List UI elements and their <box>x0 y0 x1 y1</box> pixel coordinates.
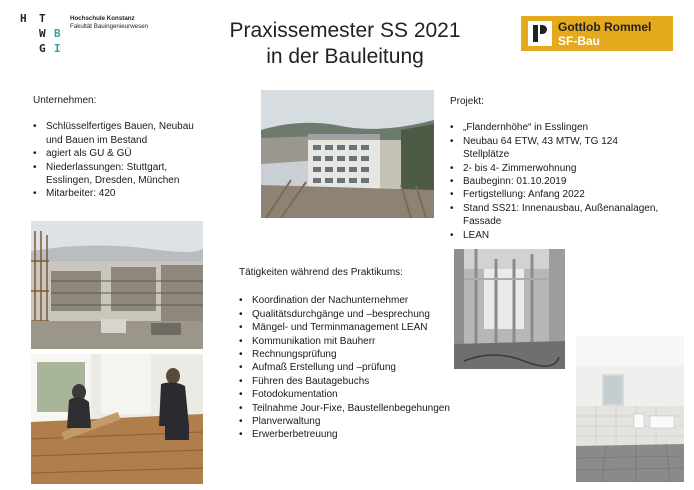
list-item: • Planverwaltung <box>239 415 479 428</box>
list-item: • Baubeginn: 01.10.2019 <box>450 175 660 188</box>
title-line-2: in der Bauleitung <box>266 45 424 68</box>
institution-name: Hochschule Konstanz <box>70 15 135 22</box>
htwg-logo <box>20 12 66 58</box>
logo-letter-t: T <box>39 12 46 25</box>
htwg-wordmark <box>70 15 148 30</box>
tasks-section <box>239 266 479 442</box>
list-item: • agiert als GU & GÜ <box>33 147 203 160</box>
faculty-name: Fakultät Bauingenieurwesen <box>70 22 149 30</box>
company-list <box>33 120 203 200</box>
company-logo-name: Gottlob Rommel <box>558 20 652 34</box>
list-item: • 2- bis 4- Zimmerwohnung <box>450 162 660 175</box>
flooring-photo <box>31 354 203 484</box>
list-item: • Führen des Bautagebuchs <box>239 375 479 388</box>
logo-letter-h: H <box>20 12 27 25</box>
list-item: • Neubau 64 ETW, 43 MTW, TG 124 Stellplätze <box>450 135 660 162</box>
logo-letter-g: G <box>39 42 46 55</box>
company-logo-sub: SF-Bau <box>558 34 600 48</box>
construction-site-photo <box>31 221 203 349</box>
list-item: • Aufmaß Erstellung und –prüfung <box>239 361 479 374</box>
list-item: • Stand SS21: Innenausbau, Außenanalagen, Fassade <box>450 202 660 229</box>
project-list <box>450 121 660 242</box>
list-item: • Niederlassungen: Stuttgart, Esslingen, Dresden, München <box>33 161 203 188</box>
tasks-list <box>239 294 479 441</box>
logo-letter-i: I <box>54 42 61 55</box>
list-item: • Mitarbeiter: 420 <box>33 187 203 200</box>
company-heading: Unternehmen: <box>33 95 97 106</box>
list-item: • LEAN <box>450 229 660 242</box>
list-item: • Kommunikation mit Bauherr <box>239 335 479 348</box>
list-item: • Fertigstellung: Anfang 2022 <box>450 188 660 201</box>
list-item: • Qualitätsdurchgänge und –besprechung <box>239 308 479 321</box>
project-section <box>450 95 660 242</box>
project-heading: Projekt: <box>450 96 484 107</box>
company-logo <box>521 16 673 51</box>
title-line-1: Praxissemester SS 2021 <box>229 19 461 42</box>
building-photo <box>261 90 434 218</box>
interior-framing-photo <box>454 249 565 369</box>
list-item: • Schlüsselfertiges Bauen, Neubau und Bauen im Bestand <box>33 120 203 147</box>
page-title <box>200 18 490 70</box>
list-item: • Fotodokumentation <box>239 388 479 401</box>
logo-letter-b: B <box>54 27 61 40</box>
logo-letter-w: W <box>39 27 46 40</box>
list-item: • Rechnungsprüfung <box>239 348 479 361</box>
tasks-heading: Tätigkeiten während des Praktikums: <box>239 267 403 278</box>
company-section <box>33 94 203 201</box>
company-logo-mark-icon <box>528 21 552 46</box>
list-item: • „Flandernhöhe“ in Esslingen <box>450 121 660 134</box>
bathroom-photo <box>576 336 684 482</box>
list-item: • Teilnahme Jour-Fixe, Baustellenbegehungen <box>239 402 479 415</box>
list-item: • Mängel- und Terminmanagement LEAN <box>239 321 479 334</box>
list-item: • Koordination der Nachunternehmer <box>239 294 479 307</box>
list-item: • Erwerberbetreuung <box>239 428 479 441</box>
